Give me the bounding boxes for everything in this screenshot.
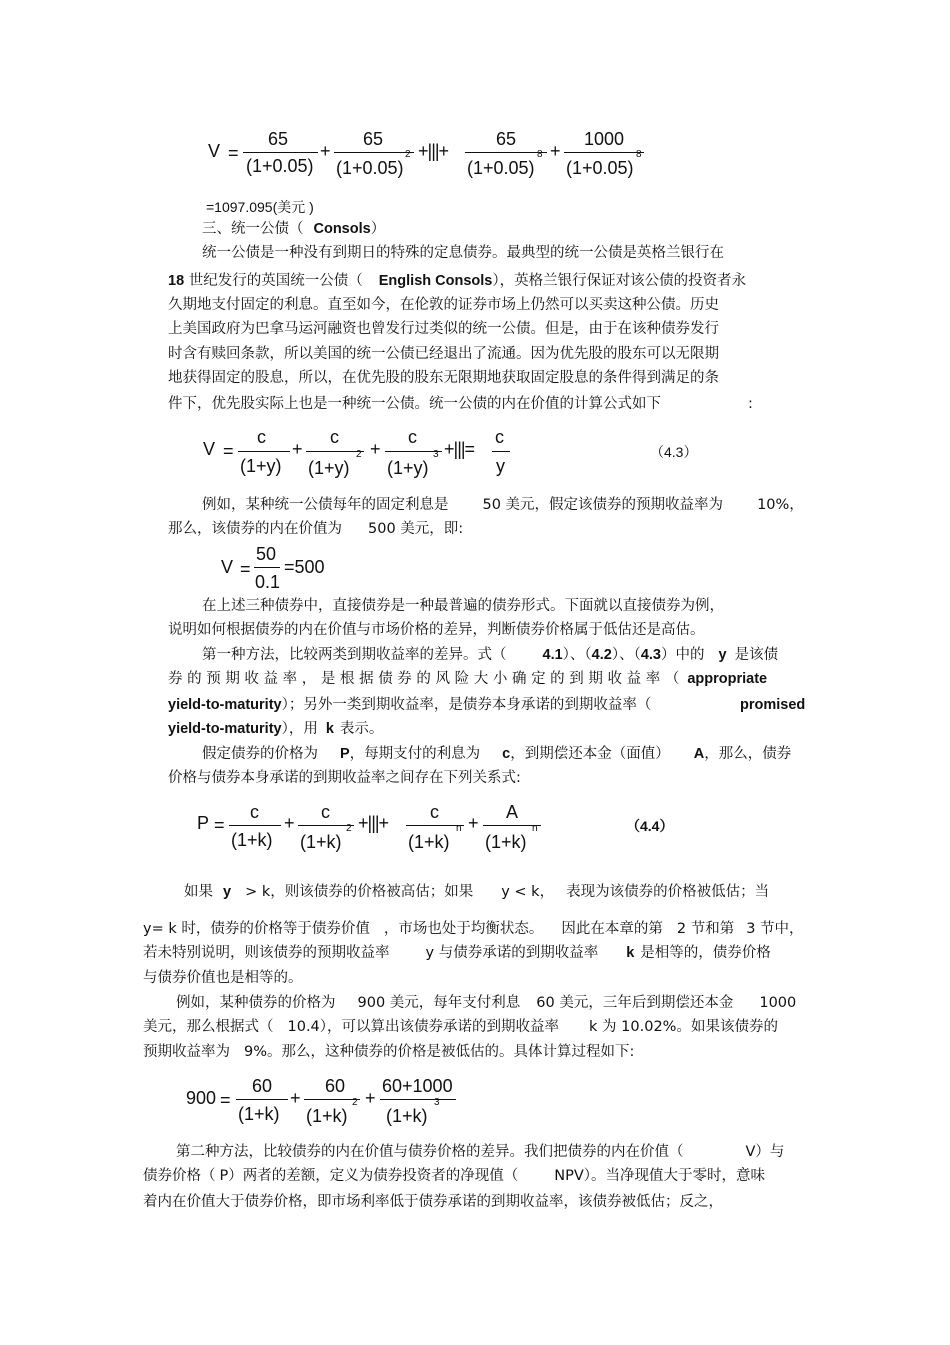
document-page: V = 65 (1+0.05) + 65 (1+0.05) 2 +|||+ 65 (1+0.05) 8 + 1000 (1+0.05) 8 =1097.095(美元 ) 三、统一公债（ Consols） 统一公债是一种没有到期日的特殊的定息债券。最典型的统一公债是英格兰银行在 18 世纪发行的英国统一公债（ English Consols），英格兰银行保证对该公债的投资者永 久期地支付固定的利息。直至如今，在伦敦的证券市场上仍然可以买卖这种公债。历史 上美国政府为巴拿马运河融资也曾发行过类似的统一公债。但是，由于在该种债券发行 时含有赎回条款，所以美国的统一公债已经退出了流通。因为优先股的股东可以无限期 地获得固定的股息，所以，在优先股的股东无限期地获取固定股息的条件得到满足的条 件下，优先股实际上也是一种统一公债。统一公债的内在价值的计算公式如下 : V = c (1+y) + c (1+y) 2 + c (1+y) 3 +|||= c y （4.3） 例如，某种统一公债每年的固定利息是 50 美元，假定该债券的预期收益率为 10%， 那么，该债券的内在价值为 500 美元，即: V = 50 0.1 =500 在上述三种债券中，直接债券是一种最普遍的债券形式。下面就以直接债券为例， 说明如何根据债券的内在价值与市场价格的差异，判断债券价格属于低估还是高估。 第一种方法，比较两类到期收益率的差异。式（ 4.1）、（4.2）、（4.3）中的 y 是该债 券 的 预 期 收 益 率 ， 是 根 据 债 券 的 风 险 大 小 确 定 的 到 期 收 益 率 （ appropriate yield-to-maturity）；另外一类到期收益率，是债券本身承诺的到期收益率（ promised yield-to-maturity），用 k 表示。 假定债券的价格为 P，每期支付的利息为 c，到期偿还本金（面值） A，那么，债券 价格与债券本身承诺的到期收益率之间存在下列关系式: P = c (1+k) + c (1+k) 2 +|||+ c (1+k) n + A (1+k) n （4.4） 如果 y > k，则该债券的价格被高估；如果 y < k， 表现为该债券的价格被低估；当 y= k 时，债券的价格等于债券价值 ，市场也处于均衡状态。 因此在本章的第 2 节和第 3 节中， 若未特别说明，则该债券的预期收益率 y 与债券承诺的到期收益率 k 是相等的，债券价格 与债券价值也是相等的。 例如，某种债券的价格为 900 美元，每年支付利息 60 美元，三年后到期偿还本金 1000 美元，那么根据式（ 10.4），可以算出该债券承诺的到期收益率 k 为 10.02%。如果该债券的 预期收益率为 9%。那么，这种债券的价格是被低估的。具体计算过程如下: 900 = 60 (1+k) + 60 (1+k) 2 + 60+1000 (1+k) 3 第二种方法，比较债券的内在价值与债券价格的差异。我们把债券的内在价值（ V）与 债券价格（ P）两者的差额，定义为债券投资者的净现值（ NPV）。当净现值大于零时，意味 着内在价值大于债券价格，即市场利率低于债券承诺的到期收益率，该债券被低估；反之，: [0, 0, 950, 1345]
eq-numerator: 65: [268, 129, 289, 149]
paragraph-line: y= k 时，债券的价格等于债券价值 ，市场也处于均衡状态。 因此在本章的第 2 节和第 3 节中，: [143, 921, 804, 937]
paragraph-line: 券 的 预 期 收 益 率 ， 是 根 据 债 券 的 风 险 大 小 确 定 的 到 期 收 益 率 （ appropriate: [168, 671, 768, 687]
eq-denominator: (1+0.05): [246, 156, 314, 176]
paragraph-line: 第一种方法，比较两类到期收益率的差异。式（ 4.1）、（4.2）、（4.3）中的 y 是该债: [202, 647, 779, 663]
paragraph-line: 例如，某种债券的价格为 900 美元，每年支付利息 60 美元，三年后到期偿还本金 1000: [176, 995, 797, 1011]
eq-denominator: (1+0.05): [566, 158, 634, 178]
paragraph-line: 在上述三种债券中，直接债券是一种最普遍的债券形式。下面就以直接债券为例，: [202, 598, 724, 614]
paragraph-line: 若未特别说明，则该债券的预期收益率 y 与债券承诺的到期收益率 k 是相等的，债券价格: [143, 945, 771, 961]
paragraph-line: 着内在价值大于债券价格，即市场利率低于债券承诺的到期收益率，该债券被低估；反之，: [143, 1194, 723, 1210]
eq-numerator: 65: [363, 129, 384, 149]
paragraph-line: yield-to-maturity）；另外一类到期收益率，是债券本身承诺的到期收益率（: [168, 697, 652, 713]
eq-lhs: V: [208, 141, 221, 161]
paragraph-line: 久期地支付固定的利息。直至如今，在伦敦的证券市场上仍然可以买卖这种公债。历史: [168, 297, 719, 313]
eq-denominator: (1+0.05): [467, 158, 535, 178]
eq-denominator: (1+0.05): [336, 158, 404, 178]
eq-numerator: 1000: [584, 129, 625, 149]
paragraph-line: 美元，那么根据式（ 10.4），可以算出该债券承诺的到期收益率 k 为 10.02%。如果该债券的: [143, 1019, 778, 1035]
paragraph-line: 件下，优先股实际上也是一种统一公债。统一公债的内在价值的计算公式如下: [168, 396, 661, 412]
eq-numerator: 65: [496, 129, 517, 149]
equation-number: （4.4）: [626, 818, 674, 834]
paragraph-line: 债券价格（ P）两者的差额，定义为债券投资者的净现值（ NPV）。当净现值大于零时，意味: [143, 1168, 766, 1184]
eq-exponent: 2: [405, 149, 411, 160]
eq-exponent: 8: [636, 149, 642, 160]
paragraph-line: 价格与债券本身承诺的到期收益率之间存在下列关系式:: [168, 770, 521, 786]
result-line: =1097.095(美元 ): [206, 199, 314, 215]
paragraph-line: 统一公债是一种没有到期日的特殊的定息债券。最典型的统一公债是英格兰银行在: [202, 245, 724, 261]
eq-plus: +: [550, 141, 561, 161]
paragraph-line: 说明如何根据债券的内在价值与市场价格的差异，判断债券价格属于低估还是高估。: [168, 622, 705, 638]
paragraph-line: 18 世纪发行的英国统一公债（ English Consols），英格兰银行保证对该公债的投资者永: [168, 273, 747, 289]
paragraph-line: 假定债券的价格为 P，每期支付的利息为 c，到期偿还本金（面值） A，那么，债券: [202, 746, 792, 762]
paragraph-line: 那么，该债券的内在价值为 500 美元，即:: [168, 521, 464, 537]
paragraph-line: 与债券价值也是相等的。: [143, 970, 303, 986]
eq-plus: +: [320, 141, 331, 161]
paragraph-line: 地获得固定的股息，所以，在优先股的股东无限期地获取固定股息的条件得到满足的条: [168, 370, 719, 386]
eq-ellipsis: +|||+: [418, 141, 449, 161]
colon: :: [748, 396, 753, 412]
paragraph-line: 时含有赎回条款，所以美国的统一公债已经退出了流通。因为优先股的股东可以无限期: [168, 346, 719, 362]
paragraph-line: 例如，某种统一公债每年的固定利息是 50 美元，假定该债券的预期收益率为 10%，: [202, 497, 804, 513]
paragraph-line: 如果 y > k，则该债券的价格被高估；如果 y < k， 表现为该债券的价格被低估；当: [184, 884, 770, 900]
paragraph-line: 预期收益率为 9%。那么，这种债券的价格是被低估的。具体计算过程如下:: [143, 1044, 635, 1060]
paragraph-line: yield-to-maturity），用 k 表示。: [168, 721, 384, 737]
eq-equals: =: [228, 143, 239, 163]
section-heading: 三、统一公债（ Consols）: [202, 221, 386, 237]
equation-number: （4.3）: [650, 444, 698, 460]
eq-exponent: 8: [537, 149, 543, 160]
paragraph-line: 上美国政府为巴拿马运河融资也曾发行过类似的统一公债。但是，由于在该种债券发行: [168, 321, 719, 337]
paragraph-line: 第二种方法，比较债券的内在价值与债券价格的差异。我们把债券的内在价值（ V）与: [176, 1144, 785, 1160]
paragraph-word: promised: [740, 697, 806, 713]
